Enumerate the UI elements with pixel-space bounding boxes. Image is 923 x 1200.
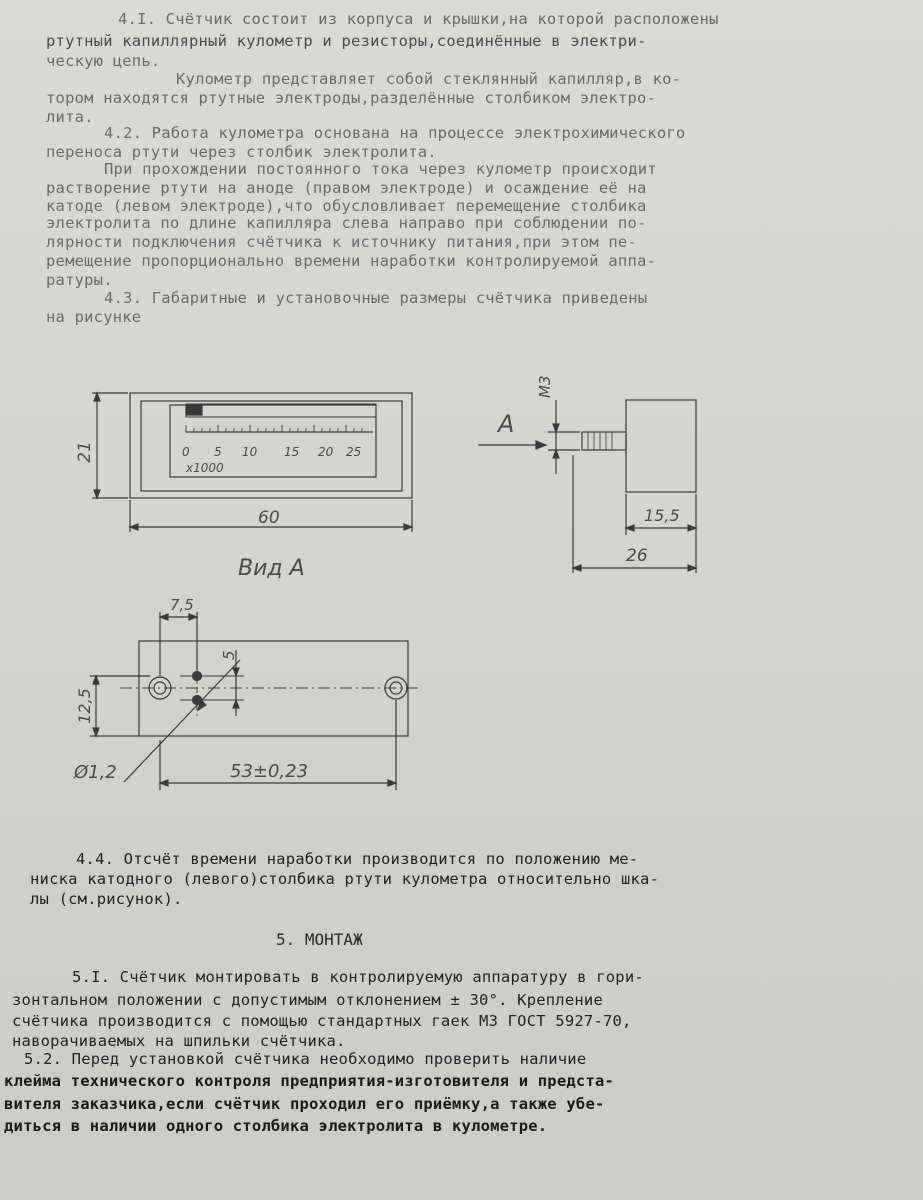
para-4-4-line-3: лы (см.рисунок).	[30, 890, 183, 908]
para-5-2-line-2: клейма технического контроля предприятия-изготовителя и предста-	[4, 1072, 615, 1090]
hole-diameter-label: Ø1,2	[74, 762, 117, 783]
scale-label-25: 25	[346, 445, 362, 459]
para-5-1-line-2: зонтальном положении с допустимым отклонением ± 30°. Крепление	[12, 991, 603, 1009]
front-width-label: 60	[258, 508, 280, 528]
para-5-1-line-1: 5.I. Счётчик монтировать в контролируемую аппаратуру в гори-	[72, 968, 644, 986]
front-outer-frame	[130, 393, 412, 498]
mercury-column	[186, 406, 202, 415]
view-a-arrow-letter: A	[498, 410, 515, 438]
para-5-1-line-4: наворачиваемых на шпильки счётчика.	[12, 1032, 346, 1050]
section-5-heading: 5. МОНТАЖ	[276, 930, 363, 949]
para-5-2-line-1: 5.2. Перед установкой счётчика необходимо проверить наличие	[24, 1050, 587, 1068]
para-4-3-line-2: на рисунке	[46, 308, 142, 326]
thread-label: M3	[536, 375, 554, 398]
scale-label-10: 10	[242, 445, 258, 459]
scale-label-0: 0	[182, 445, 190, 459]
para-4-4-line-1: 4.4. Отсчёт времени наработки производится по положению ме-	[76, 850, 639, 868]
para-4-1-line-3: ческую цепь.	[46, 52, 161, 70]
para-4-1b-line-3: лита.	[46, 108, 94, 126]
side-body	[626, 400, 696, 492]
para-4-4-line-2: ниска катодного (левого)столбика ртути кулометра относительно шка-	[30, 870, 660, 888]
view-a-offset-label: 7,5	[170, 596, 194, 614]
hole-span-label: 53±0,23	[230, 761, 309, 782]
para-4-2-line-2: переноса ртути через столбик электролита.	[46, 143, 437, 161]
scale-tick-labels	[182, 445, 361, 475]
scale-label-20: 20	[318, 445, 334, 459]
para-4-2b-line-2: растворение ртути на аноде (правом электроде) и осаждение её на	[46, 179, 647, 197]
para-4-2b-line-4: электролита по длине капилляра слева направо при соблюдении по-	[46, 214, 647, 232]
para-4-2b-line-5: лярности подключения счётчика к источнику питания,при этом пе-	[46, 233, 637, 251]
para-5-1-line-3: счётчика производится с помощью стандартных гаек М3 ГОСТ 5927-70,	[12, 1012, 632, 1030]
side-stud	[582, 432, 626, 450]
front-height-label: 21	[75, 441, 95, 463]
front-view	[92, 393, 412, 532]
view-a-plate	[139, 641, 408, 736]
para-4-1-line-1: 4.I. Счётчик состоит из корпуса и крышки,на которой расположены	[118, 10, 719, 28]
para-4-1b-line-2: тором находятся ртутные электроды,разделённые столбиком электро-	[46, 89, 657, 107]
side-outer-dim-label: 26	[626, 546, 648, 566]
capillary-tube	[186, 404, 376, 417]
side-inner-dim-label: 15,5	[644, 506, 680, 525]
scale-label-15: 15	[284, 445, 300, 459]
para-4-1-line-2: ртутный капиллярный кулометр и резисторы,соединённые в электри-	[46, 32, 647, 50]
view-a-title: Вид А	[238, 556, 305, 581]
scale-label-5: 5	[214, 445, 222, 459]
para-4-2-line-1: 4.2. Работа кулометра основана на процессе электрохимического	[104, 124, 686, 142]
para-4-2b-line-1: При прохождении постоянного тока через кулометр происходит	[104, 160, 657, 178]
para-4-3-line-1: 4.3. Габаритные и установочные размеры счётчика приведены	[104, 289, 648, 307]
para-5-2-line-4: диться в наличии одного столбика электролита в кулометре.	[4, 1117, 548, 1135]
view-a-height-label: 12,5	[75, 688, 94, 724]
scale-unit-label: x1000	[186, 461, 224, 475]
para-5-2-line-3: вителя заказчика,если счётчик проходил его приёмку,а также убе-	[4, 1095, 605, 1113]
para-4-2b-line-7: ратуры.	[46, 271, 113, 289]
para-4-2b-line-6: ремещение пропорционально времени наработки контролируемой аппа-	[46, 252, 657, 270]
para-4-2b-line-3: катоде (левом электроде),что обусловливает перемещение столбика	[46, 197, 647, 215]
view-a-pitch-label: 5	[220, 650, 238, 660]
para-4-1b-line-1: Кулометр представляет собой стеклянный капилляр,в ко-	[176, 70, 682, 88]
